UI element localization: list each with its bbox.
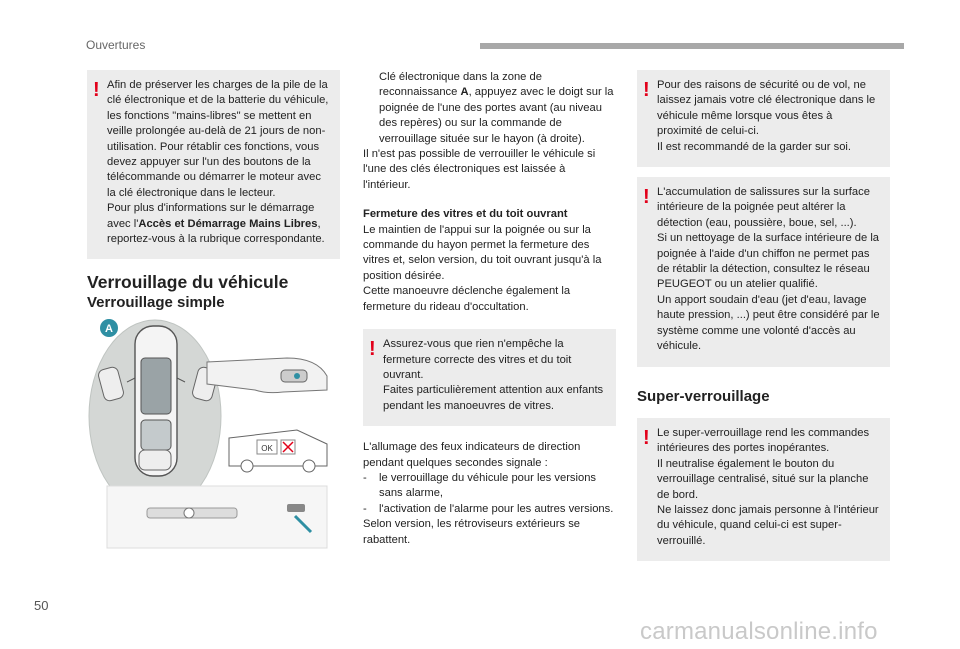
note-text: L'accumulation de salissures sur la surface intérieure de la poignée peut altérer la détection (eau, poussière, boue, sel, ...). Si un nettoyage de la surface intérieure de la poignée à l'aide d'un chiffon ne permet pas de rétablir la détection, consultez le réseau PEUGEOT ou un atelier qualifié. Un apport soudain d'eau (jet d'eau, lavage haute pression, ...) peut être considéré par le système comme une volonté d'accès au véhicule. [657, 186, 880, 353]
bullet-marker [363, 70, 379, 147]
header-bar [480, 43, 904, 49]
section-title: Verrouillage du véhicule [87, 272, 289, 293]
note-text: Assurez-vous que rien n'empêche la fermeture correcte des vitres et du toit ouvrant. Faites particulièrement attention aux enfants pendant les manoeuvres de vitres. [383, 338, 604, 412]
warning-icon: ! [369, 338, 376, 361]
callout-a-label: A [105, 323, 113, 336]
paragraph: Il n'est pas possible de verrouiller le véhicule si l'une des clés électroniques est laissée à l'intérieur. [363, 148, 596, 191]
list-item: - l'activation de l'alarme pour les autres versions. [363, 502, 614, 515]
bullet-item: Clé électronique dans la zone de reconnaissance A, appuyez avec le doigt sur la poignée de l'une des portes avant (au niveau des repères) ou sur la commande de verrouillage située sur le hayon (à droite). [363, 70, 616, 147]
warning-icon: ! [643, 79, 650, 101]
paragraph: L'allumage des feux indicateurs de direction pendant quelques secondes signale : [363, 441, 581, 469]
section-header: Ouvertures [86, 38, 146, 52]
column-3 [637, 70, 890, 561]
subheading: Fermeture des vitres et du toit ouvrant [363, 208, 568, 221]
list-item: - le verrouillage du véhicule pour les versions sans alarme, [363, 471, 597, 500]
note-text: Afin de préserver les charges de la pile de la clé électronique et de la batterie du véhicule, les fonctions "mains-libres" se mettent en veille prolongée au-delà de 21 jours de non-utilisation. Pour rétablir ces fonctions, vous devez appuyer sur l'un des boutons de la télécommande ou démarrer le moteur avec la clé électronique dans le lecteur. Pour plus d'informations sur le démarrage avec l'Accès et Démarrage Mains Libres, reportez-vous à la rubrique correspondante. [107, 79, 329, 246]
warning-note [87, 70, 340, 259]
section-title: Super-verrouillage [637, 387, 770, 405]
warning-icon: ! [643, 426, 650, 449]
watermark: carmanualsonline.info [640, 618, 878, 645]
subsection-title: Verrouillage simple [87, 293, 225, 311]
vehicle-illustration [87, 318, 340, 558]
vehicle-diagram [87, 318, 340, 558]
note-text: Le super-verrouillage rend les commandes intérieures des portes inopérantes. Il neutralise également le bouton du verrouillage centralisé, situé sur la planche de bord. Ne laissez donc jamais personne à l'intérieur du véhicule, quand celui-ci est super-verrouillé. [657, 426, 879, 547]
warning-icon: ! [93, 79, 100, 101]
column-2 [363, 70, 616, 548]
warning-icon: ! [643, 186, 650, 209]
paragraph: Selon version, les rétroviseurs extérieurs se rabattent. [363, 518, 581, 546]
ok-label: OK [261, 444, 273, 454]
note-text: Pour des raisons de sécurité ou de vol, ne laissez jamais votre clé électronique dans le véhicule même lorsque vous êtes à proximité de celui-ci. Il est recommandé de la garder sur soi. [657, 79, 876, 153]
paragraph: Le maintien de l'appui sur la poignée ou sur la commande du hayon permet la fermeture des vitres et, selon version, du toit ouvrant jusqu'à la position désirée. Cette manoeuvre déclenche également la fermeture du rideau d'occultation. [363, 223, 602, 313]
warning-note [637, 70, 890, 167]
warning-note [637, 418, 890, 561]
warning-note [637, 177, 890, 366]
warning-note [363, 329, 616, 426]
page-number: 50 [34, 598, 49, 613]
column-1 [87, 70, 340, 558]
